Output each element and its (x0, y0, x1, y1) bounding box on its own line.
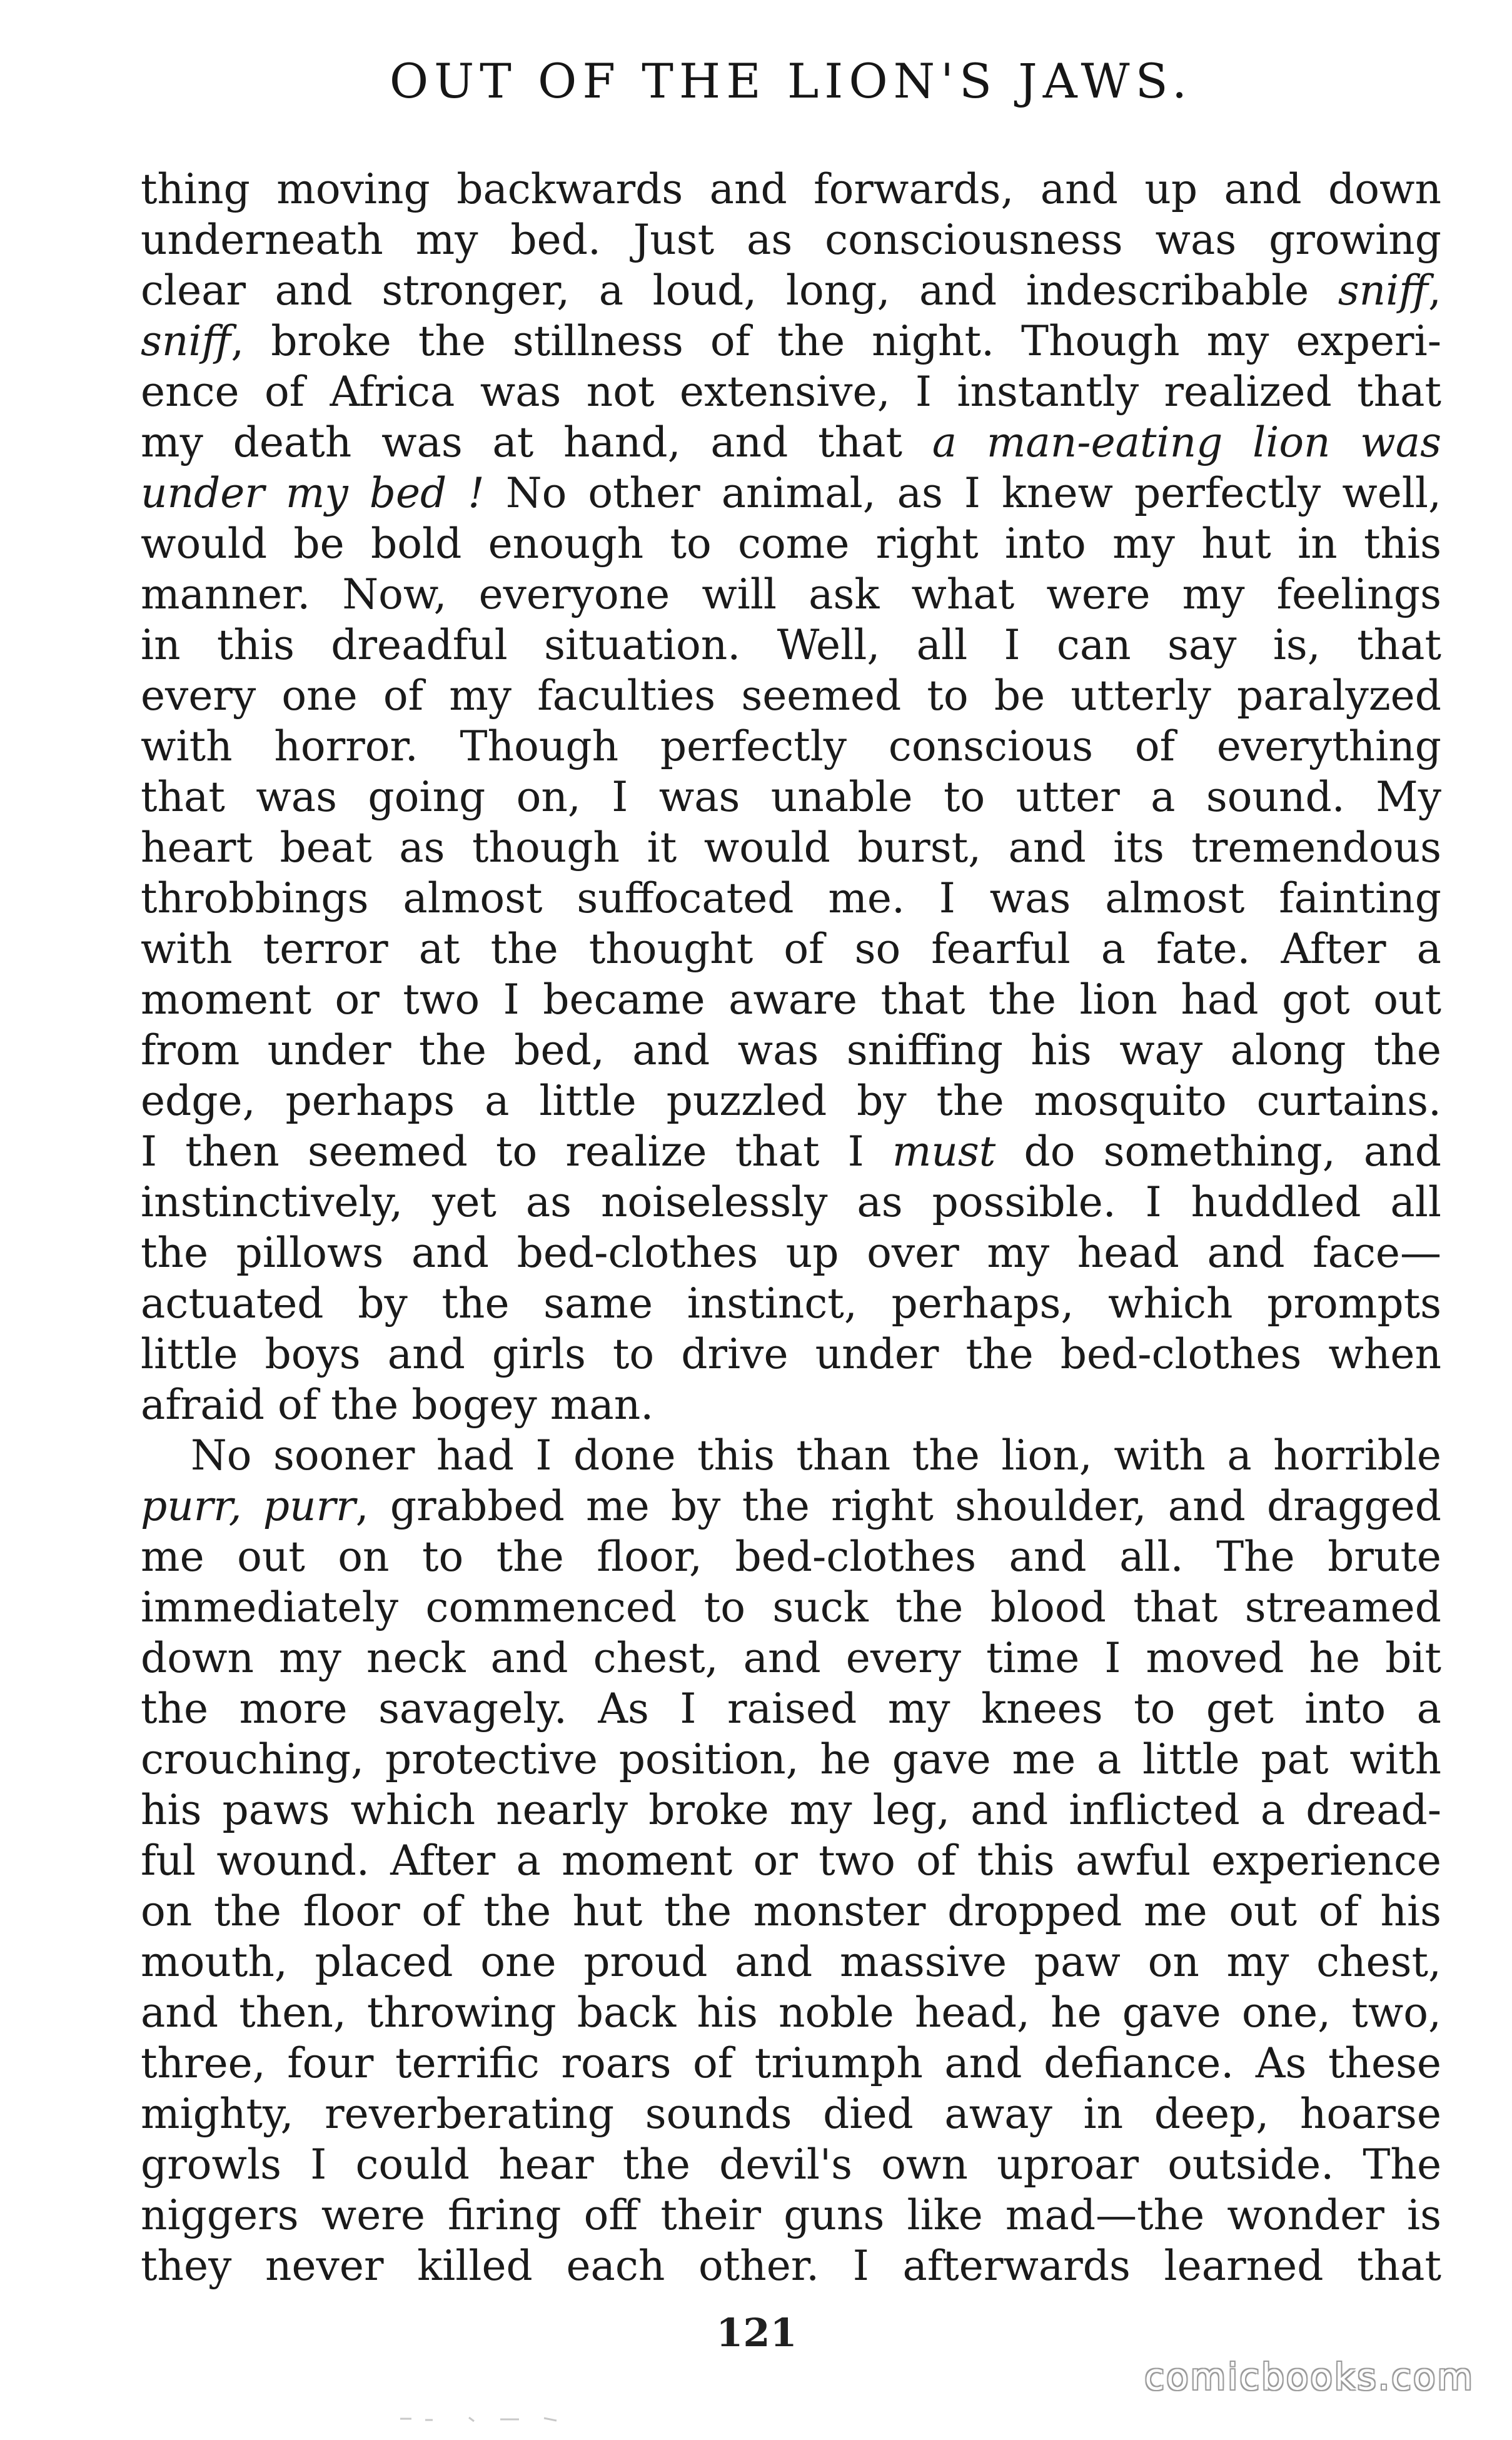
text-run: the more savagely. As I raised my knees to get into a (141, 1685, 1441, 1733)
text-line (141, 417, 1441, 468)
text-run: mouth, placed one proud and massive paw on my chest, (141, 1938, 1441, 1986)
text-run: crouching, protective position, he gave me a little pat with (141, 1735, 1441, 1783)
text-line (141, 1025, 1441, 1076)
text-line (141, 1379, 1441, 1430)
text-run: I then seemed to realize that I (141, 1127, 892, 1176)
text-line (141, 2089, 1441, 2139)
text-run: from under the bed, and was sniffing his way along the (141, 1026, 1441, 1074)
text-run: ful wound. After a moment or two of this awful experience (141, 1837, 1441, 1885)
text-line (141, 569, 1441, 620)
text-line (141, 1531, 1441, 1582)
text-line (141, 1481, 1441, 1531)
text-run: in this dreadful situation. Well, all I can say is, that (141, 621, 1441, 669)
text-run: do something, and (995, 1127, 1441, 1176)
text-run: underneath my bed. Just as consciousness was growing (141, 216, 1441, 264)
text-line (141, 2241, 1441, 2291)
text-run: three, four terrific roars of triumph and defiance. As these (141, 2039, 1441, 2087)
text-run: , broke the stillness of the night. Though my experi- (231, 317, 1441, 365)
body-text (141, 164, 1441, 2291)
text-run: thing moving backwards and forwards, and up and down (141, 165, 1441, 213)
text-run: growls I could hear the devil's own uproar outside. The (141, 2140, 1441, 2189)
text-line (141, 518, 1441, 569)
text-line (141, 1329, 1441, 1379)
italic-text: a man-eating lion was (932, 418, 1441, 466)
text-run: immediately commenced to suck the blood that streamed (141, 1583, 1441, 1631)
text-line (141, 1734, 1441, 1785)
text-line (141, 772, 1441, 822)
text-run: on the floor of the hut the monster dropped me out of his (141, 1887, 1441, 1935)
text-line (141, 822, 1441, 873)
text-line (141, 1430, 1441, 1481)
text-run: his paws which nearly broke my leg, and inflicted a dread- (141, 1786, 1441, 1834)
italic-text: must (892, 1127, 996, 1176)
text-line (141, 1126, 1441, 1177)
text-run: would be bold enough to come right into my hut in this (141, 520, 1441, 568)
text-line (141, 873, 1441, 924)
text-line (141, 974, 1441, 1025)
text-line (141, 1937, 1441, 1987)
text-line (141, 1886, 1441, 1937)
italic-text: sniff (1338, 266, 1429, 315)
text-run: No sooner had I done this than the lion, with a horrible (191, 1431, 1441, 1480)
text-line (141, 366, 1441, 417)
italic-text: under my bed ! (141, 469, 485, 517)
text-run: edge, perhaps a little puzzled by the mosquito curtains. (141, 1077, 1441, 1125)
text-line (141, 2139, 1441, 2190)
text-line (141, 1177, 1441, 1228)
text-line (141, 265, 1441, 316)
text-line (141, 316, 1441, 366)
text-run: No other animal, as I knew perfectly well, (484, 469, 1441, 517)
text-line (141, 1076, 1441, 1126)
text-run: every one of my faculties seemed to be utterly paralyzed (141, 672, 1441, 720)
text-run: little boys and girls to drive under the bed-clothes when (141, 1330, 1441, 1378)
text-line (141, 2038, 1441, 2089)
text-line (141, 670, 1441, 721)
text-run: heart beat as though it would burst, and its tremendous (141, 824, 1441, 872)
text-run: niggers were firing off their guns like mad—the wonder is (141, 2191, 1441, 2239)
text-run: , (1428, 266, 1441, 315)
text-line (141, 924, 1441, 974)
text-line (141, 468, 1441, 518)
text-run: clear and stronger, a loud, long, and indescribable (141, 266, 1338, 315)
text-line (141, 1582, 1441, 1633)
page-number: 121 (716, 2310, 797, 2356)
text-run: afraid of the bogey man. (141, 1381, 654, 1429)
text-line (141, 1987, 1441, 2038)
text-line (141, 1683, 1441, 1734)
text-run: ence of Africa was not extensive, I instantly realized that (141, 368, 1441, 416)
text-run: with terror at the thought of so fearful a fate. After a (141, 925, 1441, 973)
text-run: with horror. Though perfectly conscious of everything (141, 722, 1441, 770)
text-run: , grabbed me by the right shoulder, and dragged (355, 1482, 1441, 1530)
italic-text: sniff (141, 317, 231, 365)
text-line (141, 1835, 1441, 1886)
text-run: and then, throwing back his noble head, he gave one, two, (141, 1989, 1441, 2037)
text-run: manner. Now, everyone will ask what were my feelings (141, 570, 1441, 618)
italic-text: purr, purr (141, 1482, 356, 1530)
text-run: throbbings almost suffocated me. I was almost fainting (141, 874, 1441, 922)
text-line (141, 721, 1441, 772)
watermark: comicbooks.com (1144, 2356, 1474, 2398)
text-line (141, 1633, 1441, 1683)
text-line (141, 1228, 1441, 1278)
text-run: me out on to the floor, bed-clothes and all. The brute (141, 1533, 1441, 1581)
text-line (141, 620, 1441, 670)
text-line (141, 1278, 1441, 1329)
text-line (141, 214, 1441, 265)
text-run: they never killed each other. I afterwards learned that (141, 2242, 1441, 2290)
text-run: actuated by the same instinct, perhaps, which prompts (141, 1279, 1441, 1328)
text-run: mighty, reverberating sounds died away in deep, hoarse (141, 2090, 1441, 2138)
text-line (141, 1785, 1441, 1835)
scan-artifact-marks (400, 2412, 588, 2425)
running-head: OUT OF THE LION'S JAWS. (389, 53, 1193, 109)
text-run: moment or two I became aware that the lion had got out (141, 975, 1441, 1024)
text-run: down my neck and chest, and every time I moved he bit (141, 1634, 1441, 1682)
text-line (141, 2190, 1441, 2241)
text-run: the pillows and bed-clothes up over my head and face— (141, 1229, 1441, 1277)
text-run: that was going on, I was unable to utter a sound. My (141, 773, 1441, 821)
text-run: instinctively, yet as noiselessly as possible. I huddled all (141, 1178, 1441, 1226)
text-run: my death was at hand, and that (141, 418, 932, 466)
text-line (141, 164, 1441, 214)
